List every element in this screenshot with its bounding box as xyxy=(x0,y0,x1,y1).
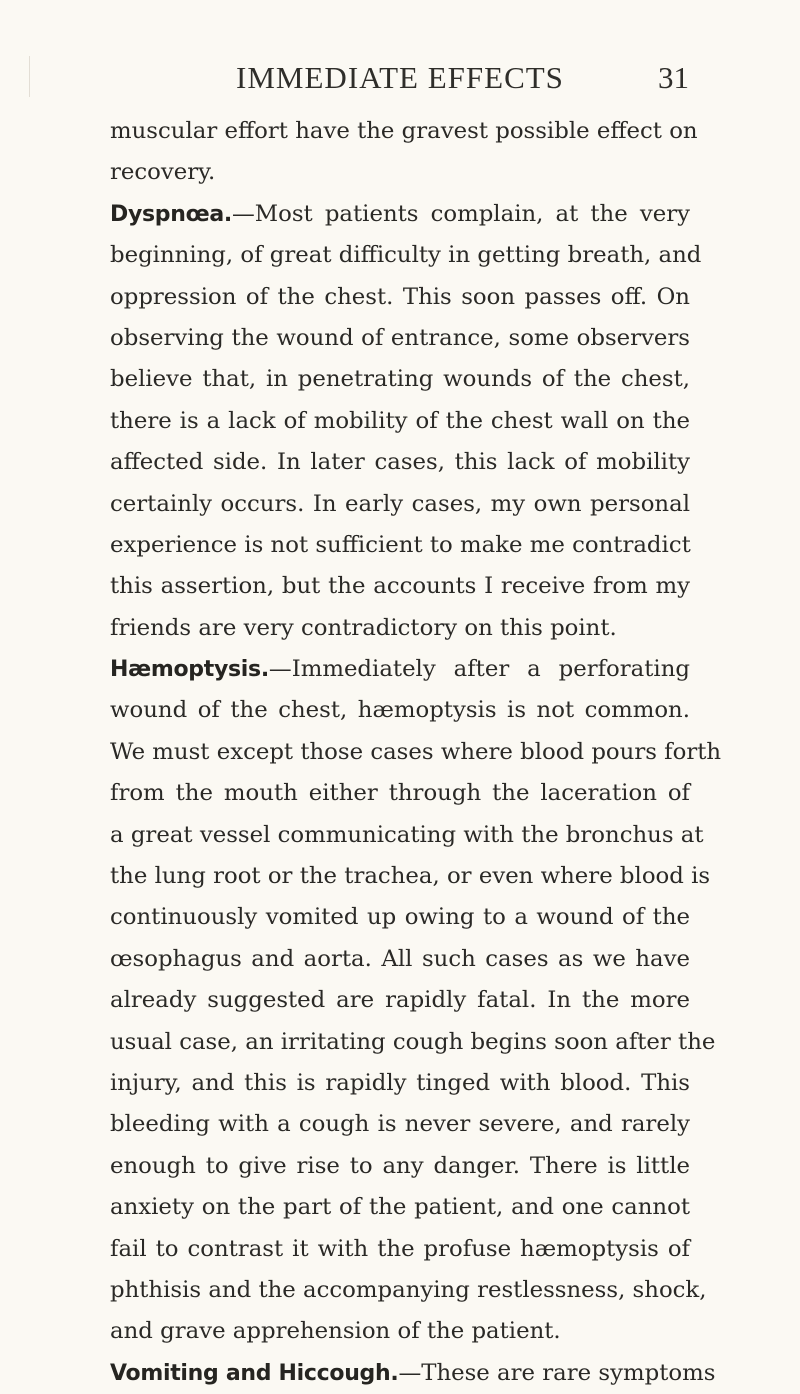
body-text xyxy=(110,111,722,1394)
text-line: fail to contrast it with the profuse hæmoptysis of xyxy=(110,1235,690,1262)
text-line xyxy=(110,649,690,690)
text-line: phthisis and the accompanying restlessness, shock, xyxy=(110,1276,707,1303)
text-line: usual case, an irritating cough begins soon after the xyxy=(110,1028,716,1055)
text-line: bleeding with a cough is never severe, and rarely xyxy=(110,1111,690,1138)
text-line: anxiety on the part of the patient, and one cannot xyxy=(110,1194,690,1221)
text-line: believe that, in penetrating wounds of the chest, xyxy=(110,366,690,393)
text-line xyxy=(110,1353,716,1394)
text-line: friends are very contradictory on this point. xyxy=(110,614,617,641)
text-line: œsophagus and aorta. All such cases as we have xyxy=(110,945,690,972)
text-line: We must except those cases where blood pours forth xyxy=(110,738,722,765)
page-header xyxy=(0,58,800,98)
text-line: recovery. xyxy=(110,159,216,186)
text-line: oppression of the chest. This soon passes off. On xyxy=(110,283,690,310)
text-run: —Immediately after a perforating xyxy=(268,656,690,683)
text-line: observing the wound of entrance, some observers xyxy=(110,324,690,351)
text-run: —Most patients complain, at the very xyxy=(231,200,690,227)
text-line: affected side. In later cases, this lack of mobility xyxy=(110,449,690,476)
text-line: already suggested are rapidly fatal. In the more xyxy=(110,987,690,1014)
text-run: —These are rare symptoms xyxy=(398,1359,716,1386)
text-line: wound of the chest, hæmoptysis is not common. xyxy=(110,697,690,724)
text-line: muscular effort have the gravest possible effect on xyxy=(110,118,698,144)
text-line: continuously vomited up owing to a wound of the xyxy=(110,904,690,931)
text-line: injury, and this is rapidly tinged with blood. This xyxy=(110,1069,690,1096)
page-number: 31 xyxy=(658,60,689,95)
side-heading-vomiting-hiccough: Vomiting and Hiccough. xyxy=(110,1360,399,1386)
running-head: IMMEDIATE EFFECTS xyxy=(236,60,564,95)
text-line: there is a lack of mobility of the chest wall on the xyxy=(110,407,690,434)
text-line: enough to give rise to any danger. There is little xyxy=(110,1152,690,1179)
text-line: from the mouth either through the laceration of xyxy=(110,780,690,807)
text-line: this assertion, but the accounts I receive from my xyxy=(110,573,690,600)
text-line: beginning, of great difficulty in getting breath, and xyxy=(110,242,702,269)
side-heading-haemoptysis: Hæmoptysis. xyxy=(110,657,269,683)
text-line: certainly occurs. In early cases, my own personal xyxy=(110,490,690,517)
text-line xyxy=(110,194,690,235)
text-line: experience is not sufficient to make me contradict xyxy=(110,531,691,558)
text-line: a great vessel communicating with the bronchus at xyxy=(110,821,704,848)
side-heading-dyspnoea: Dyspnœa. xyxy=(110,201,232,227)
text-line: and grave apprehension of the patient. xyxy=(110,1318,561,1345)
text-line: the lung root or the trachea, or even where blood is xyxy=(110,863,711,890)
